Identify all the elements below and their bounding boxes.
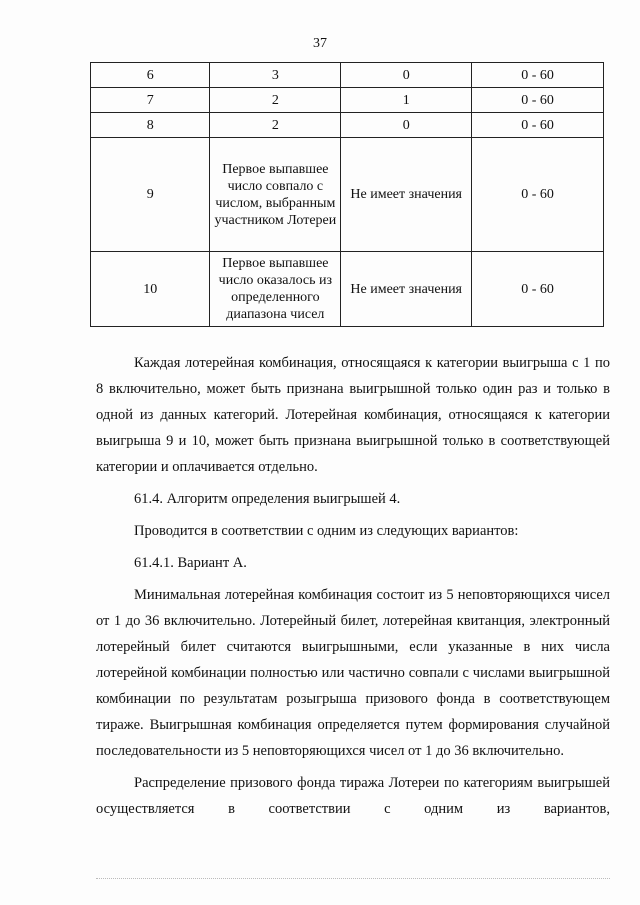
page-number: 37 (313, 36, 327, 51)
category-cell: 8 (91, 113, 210, 138)
table-cell: 0 - 60 (472, 138, 604, 252)
body-text (96, 350, 610, 828)
table-cell: Не имеет значения (341, 138, 472, 252)
paragraph-variant-a: Минимальная лотерейная комбинация состоит из 5 неповторяющихся чисел от 1 до 36 включительно. Лотерейный билет, лотерейная квитанция, электронный лотерейный билет считаются выигрышными, если указанные в них числа лотерейной комбинации полностью или частично совпали с числами выигрышной комбинации по результатам розыгрыша призового фонда в соответствующем тираже. Выигрышная комбинация определяется путем формирования случайной последовательности из 5 неповторяющихся чисел от 1 до 36 включительно. (96, 587, 610, 759)
paragraph-distribution: Распределение призового фонда тиража Лотереи по категориям выигрышей осуществляется в соответствии с одним из вариантов, (96, 775, 610, 817)
table-row (91, 113, 604, 138)
table-row (91, 252, 604, 327)
section-heading-61-4: 61.4. Алгоритм определения выигрышей 4. (134, 491, 401, 507)
table-row (91, 88, 604, 113)
category-cell: 7 (91, 88, 210, 113)
table-cell: 0 - 60 (472, 113, 604, 138)
table-cell: 2 (210, 113, 341, 138)
section-heading-61-4-1: 61.4.1. Вариант А. (134, 555, 247, 571)
table-cell: Первое выпавшее число совпало с числом, выбранным участником Лотереи (210, 138, 341, 252)
category-cell: 6 (91, 63, 210, 88)
prize-category-table (90, 62, 604, 327)
table-cell: 3 (210, 63, 341, 88)
table-cell: 0 - 60 (472, 252, 604, 327)
table-row (91, 138, 604, 252)
table-cell: 0 (341, 63, 472, 88)
category-cell: 10 (91, 252, 210, 327)
paragraph-variants-intro: Проводится в соответствии с одним из следующих вариантов: (134, 523, 519, 539)
page-bottom-divider (96, 878, 610, 879)
category-cell: 9 (91, 138, 210, 252)
table-cell: 2 (210, 88, 341, 113)
paragraph-categories: Каждая лотерейная комбинация, относящаяся к категории выигрыша с 1 по 8 включительно, может быть признана выигрышной только один раз и только в одной из данных категорий. Лотерейная комбинация, относящаяся к категории выигрыша 9 и 10, может быть признана выигрышной только в соответствующей категории и оплачивается отдельно. (96, 355, 610, 475)
table-row (91, 63, 604, 88)
table-cell: Не имеет значения (341, 252, 472, 327)
table-cell: Первое выпавшее число оказалось из определенного диапазона чисел (210, 252, 341, 327)
table-cell: 0 - 60 (472, 63, 604, 88)
table-cell: 0 (341, 113, 472, 138)
table-cell: 0 - 60 (472, 88, 604, 113)
table-cell: 1 (341, 88, 472, 113)
